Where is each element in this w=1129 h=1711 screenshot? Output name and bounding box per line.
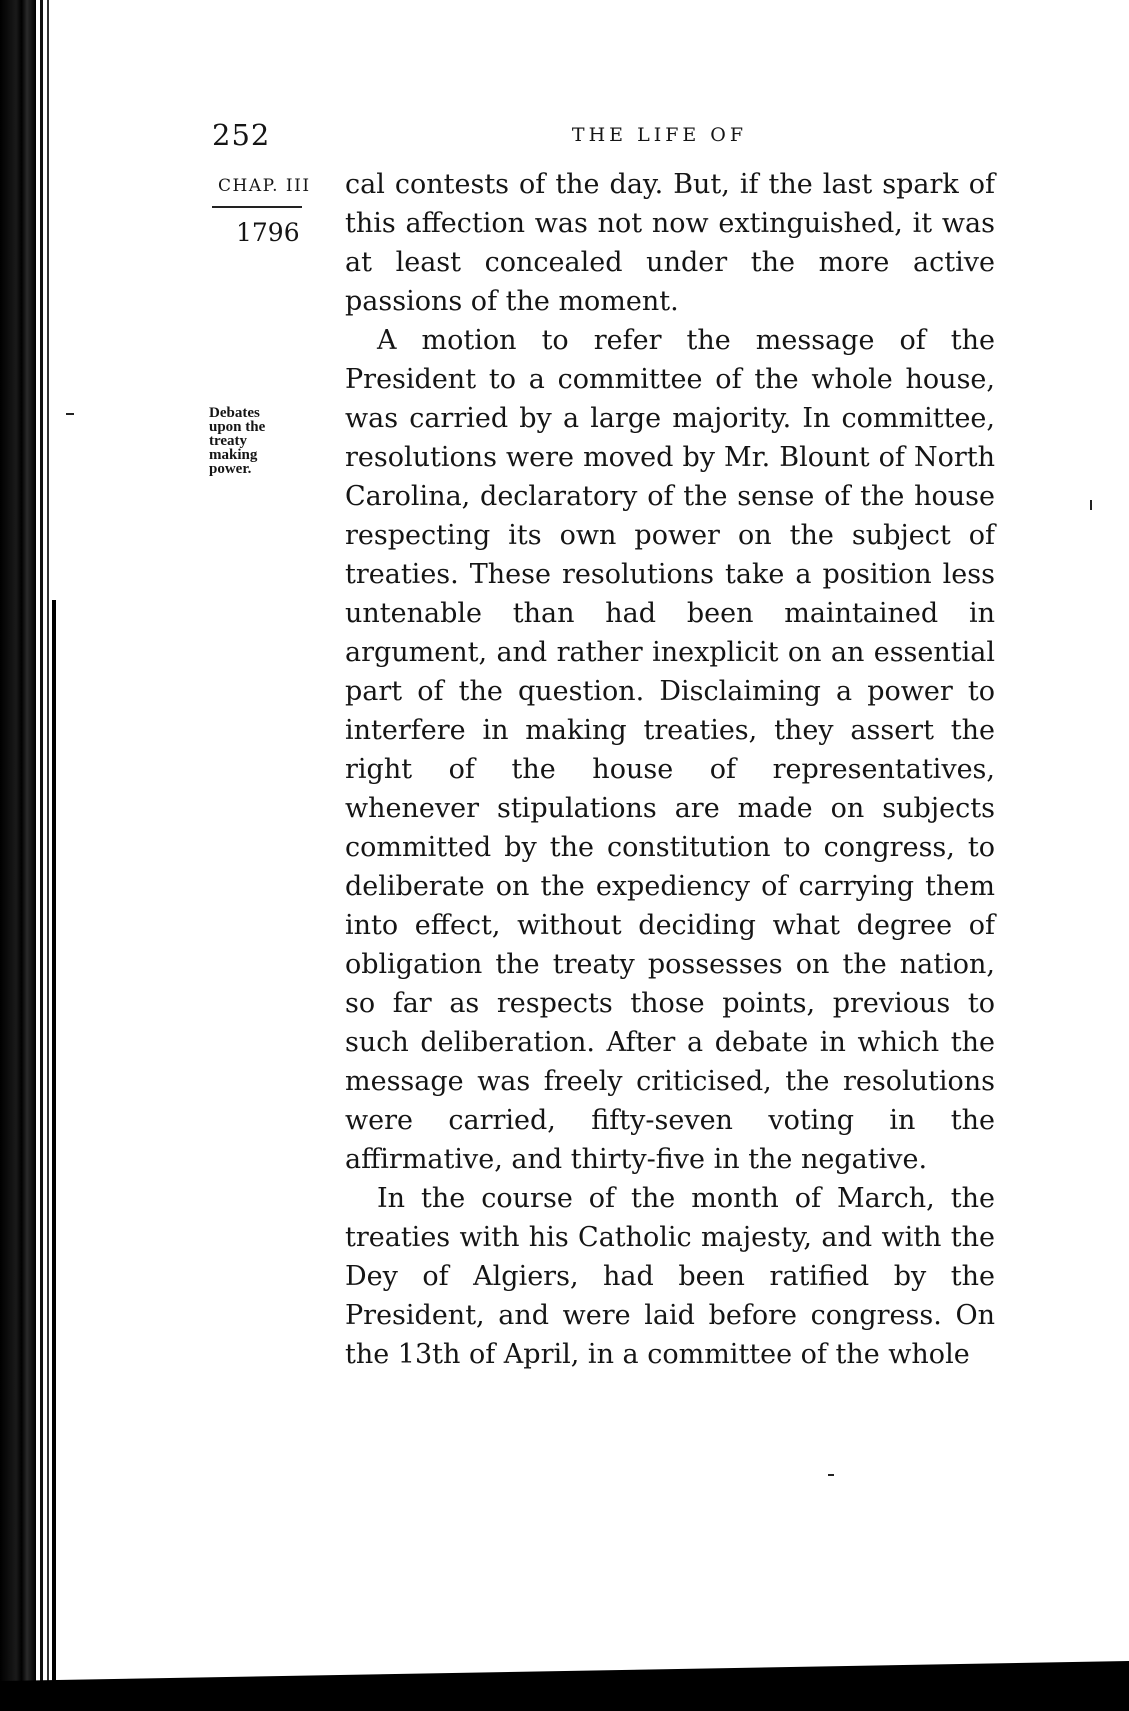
scan-speck: [828, 1474, 834, 1476]
body-text: [345, 165, 995, 1374]
paragraph: A motion to refer the message of the President to a committee of the whole house, was carried by a large majority. In committee, resolutions were moved by Mr. Blount of North Carolina, declaratory of the sense of the house respecting its own power on the subject of treaties. These resolutions take a position less untenable than had been maintained in argument, and rather inexplicit on an essential part of the question. Disclaiming a power to interfere in making treaties, they assert the right of the house of representatives, whenever stipulations are made on subjects committed by the constitution to congress, to deliberate on the expediency of carrying them into effect, without deciding what degree of obligation the treaty possesses on the nation, so far as respects those points, previous to such deliberation. After a debate in which the message was freely criticised, the resolutions were carried, fifty-seven voting in the affirmative, and thirty-five in the negative.: [345, 325, 995, 1175]
paragraph: In the course of the month of March, the treaties with his Catholic majesty, and with the Dey of Algiers, had been ratified by the President, and were laid before congress. On the 13th of April, in a committee of the whole: [345, 1183, 995, 1370]
binding-edge: [0, 0, 36, 1711]
margin-divider: [212, 206, 302, 208]
margin-year: 1796: [236, 218, 300, 247]
scan-speck: [66, 413, 74, 415]
scan-shadow: [0, 1661, 1129, 1711]
paragraph: cal contests of the day. But, if the last spark of this affection was not now extinguished, it was at least concealed under the more active passions of the moment.: [345, 169, 995, 317]
binding-edge-line: [52, 600, 56, 1711]
scan-speck: [1090, 500, 1092, 510]
binding-edge-line: [47, 0, 49, 1711]
page-number: 252: [212, 118, 271, 152]
binding-edge-line: [40, 0, 43, 1711]
running-head: THE LIFE OF: [571, 124, 748, 146]
sidenote: Debates upon the treaty making power.: [209, 405, 266, 477]
chapter-label: CHAP. III: [218, 176, 311, 196]
